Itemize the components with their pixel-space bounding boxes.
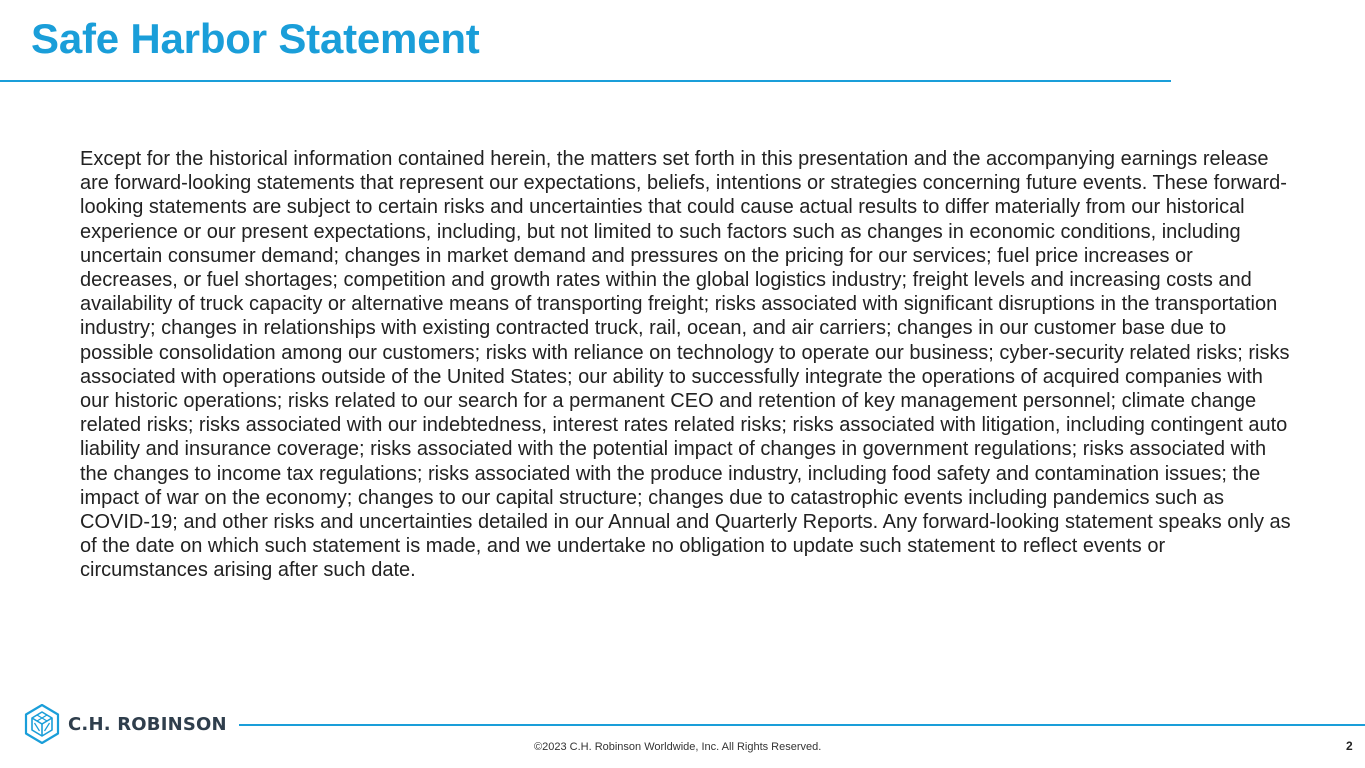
page-number: 2: [1346, 739, 1353, 753]
hexagon-cube-icon: [24, 704, 60, 744]
footer-divider: [239, 724, 1365, 726]
copyright-notice: ©2023 C.H. Robinson Worldwide, Inc. All Rights Reserved.: [534, 741, 822, 753]
slide-title: Safe Harbor Statement: [31, 15, 480, 62]
title-divider: [0, 80, 1171, 82]
company-logo: [24, 704, 227, 744]
safe-harbor-body-text: Except for the historical information contained herein, the matters set forth in this presentation and the accompanying earnings release are forward-looking statements that represent our expectations, beliefs, intentions or strategies concerning future events. These forward-looking statements are subject to certain risks and uncertainties that could cause actual results to differ materially from our historical experience or our present expectations, including, but not limited to such factors such as changes in economic conditions, including uncertain consumer demand; changes in market demand and pressures on the pricing for our services; fuel price increases or decreases, or fuel shortages; competition and growth rates within the global logistics industry; freight levels and increasing costs and availability of truck capacity or alternative means of transporting freight; risks associated with significant disruptions in the transportation industry; changes in relationships with existing contracted truck, rail, ocean, and air carriers; changes in our customer base due to possible consolidation among our customers; risks with reliance on technology to operate our business; cyber-security related risks; risks associated with operations outside of the United States; our ability to successfully integrate the operations of acquired companies with our historic operations; risks related to our search for a permanent CEO and retention of key management personnel; climate change related risks; risks associated with our indebtedness, interest rates related risks; risks associated with litigation, including contingent auto liability and insurance coverage; risks associated with the potential impact of changes in government regulations; risks associated with the changes to income tax regulations; risks associated with the produce industry, including food safety and contamination issues; the impact of war on the economy; changes to our capital structure; changes due to catastrophic events including pandemics such as COVID-19; and other risks and uncertainties detailed in our Annual and Quarterly Reports. Any forward-looking statement speaks only as of the date on which such statement is made, and we undertake no obligation to update such statement to reflect events or circumstances arising after such date.: [80, 148, 1291, 582]
logo-wordmark: C.H. ROBINSON: [68, 713, 227, 735]
